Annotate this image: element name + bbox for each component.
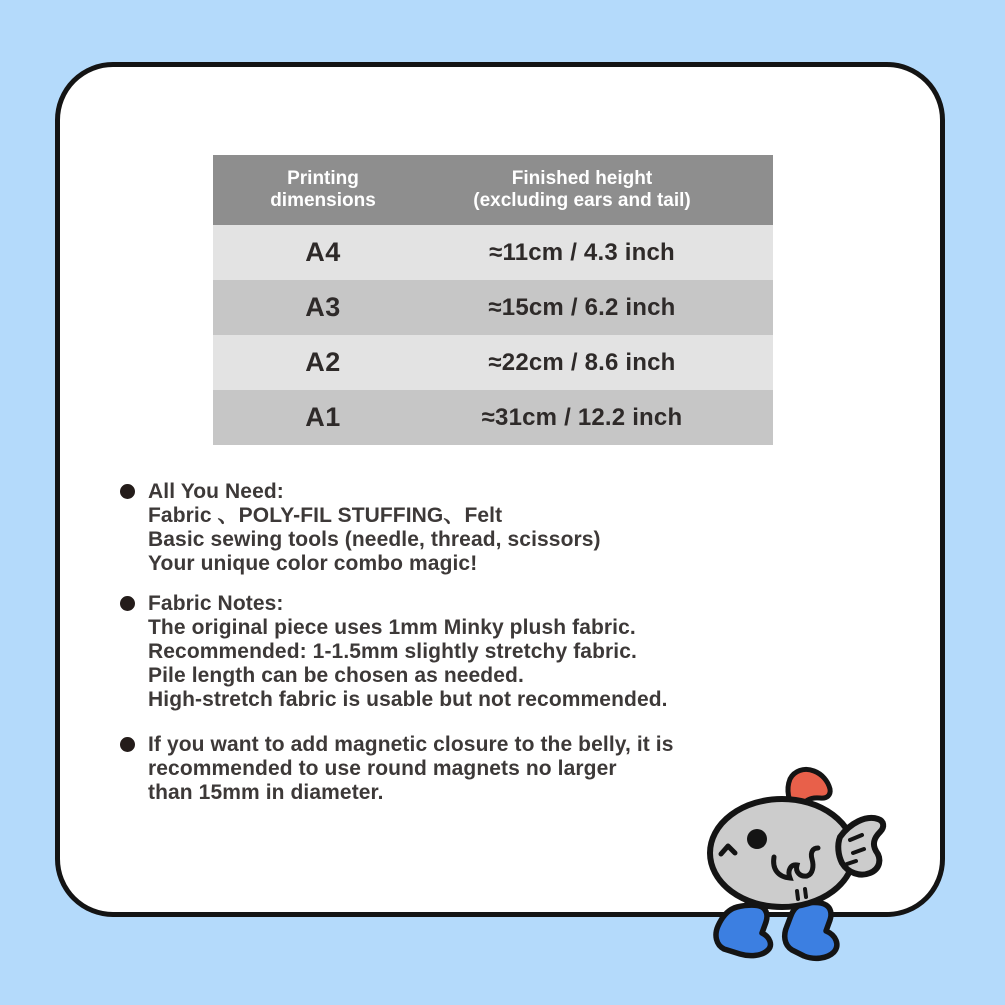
bullet-icon bbox=[120, 484, 135, 499]
fish-mascot bbox=[700, 765, 900, 965]
cell-size: A1 bbox=[305, 402, 341, 432]
table-row bbox=[213, 390, 773, 445]
note-line: The original piece uses 1mm Minky plush fabric. bbox=[148, 616, 636, 639]
cell-height: ≈31cm / 12.2 inch bbox=[481, 403, 683, 431]
cell-size: A4 bbox=[305, 237, 341, 267]
header-line: dimensions bbox=[270, 190, 376, 211]
cell-height: ≈11cm / 4.3 inch bbox=[489, 238, 675, 266]
table-row bbox=[213, 225, 773, 280]
cell-height: ≈15cm / 6.2 inch bbox=[488, 293, 676, 321]
boots-icon bbox=[716, 902, 837, 958]
fish-eye bbox=[747, 829, 767, 849]
table-row bbox=[213, 335, 773, 390]
note-line: Your unique color combo magic! bbox=[148, 552, 478, 575]
note-line: High-stretch fabric is usable but not recommended. bbox=[148, 688, 668, 711]
note-line: Fabric 、POLY-FIL STUFFING、Felt bbox=[148, 504, 503, 527]
cell-size: A2 bbox=[305, 347, 341, 377]
note-line: recommended to use round magnets no larger bbox=[148, 757, 617, 780]
note-line: If you want to add magnetic closure to the belly, it is bbox=[148, 733, 674, 756]
header-finished-height bbox=[433, 155, 773, 225]
note-line: than 15mm in diameter. bbox=[148, 781, 384, 804]
size-table-header bbox=[213, 155, 773, 225]
note-line: Recommended: 1-1.5mm slightly stretchy fabric. bbox=[148, 640, 637, 663]
header-line: Finished height bbox=[511, 168, 653, 189]
header-printing-dimensions bbox=[213, 155, 433, 225]
header-line: (excluding ears and tail) bbox=[473, 190, 691, 211]
size-table bbox=[213, 155, 773, 445]
cell-height: ≈22cm / 8.6 inch bbox=[488, 348, 676, 376]
bullet-icon bbox=[120, 737, 135, 752]
header-line: Printing bbox=[287, 168, 359, 189]
table-row bbox=[213, 280, 773, 335]
cell-size: A3 bbox=[305, 292, 341, 322]
note-magnetic-closure bbox=[118, 733, 674, 805]
note-all-you-need bbox=[118, 480, 601, 576]
note-line: Basic sewing tools (needle, thread, scissors) bbox=[148, 528, 601, 551]
note-title: All You Need: bbox=[148, 480, 284, 503]
note-fabric-notes bbox=[118, 592, 668, 712]
bullet-icon bbox=[120, 596, 135, 611]
note-title: Fabric Notes: bbox=[148, 592, 284, 615]
note-line: Pile length can be chosen as needed. bbox=[148, 664, 524, 687]
